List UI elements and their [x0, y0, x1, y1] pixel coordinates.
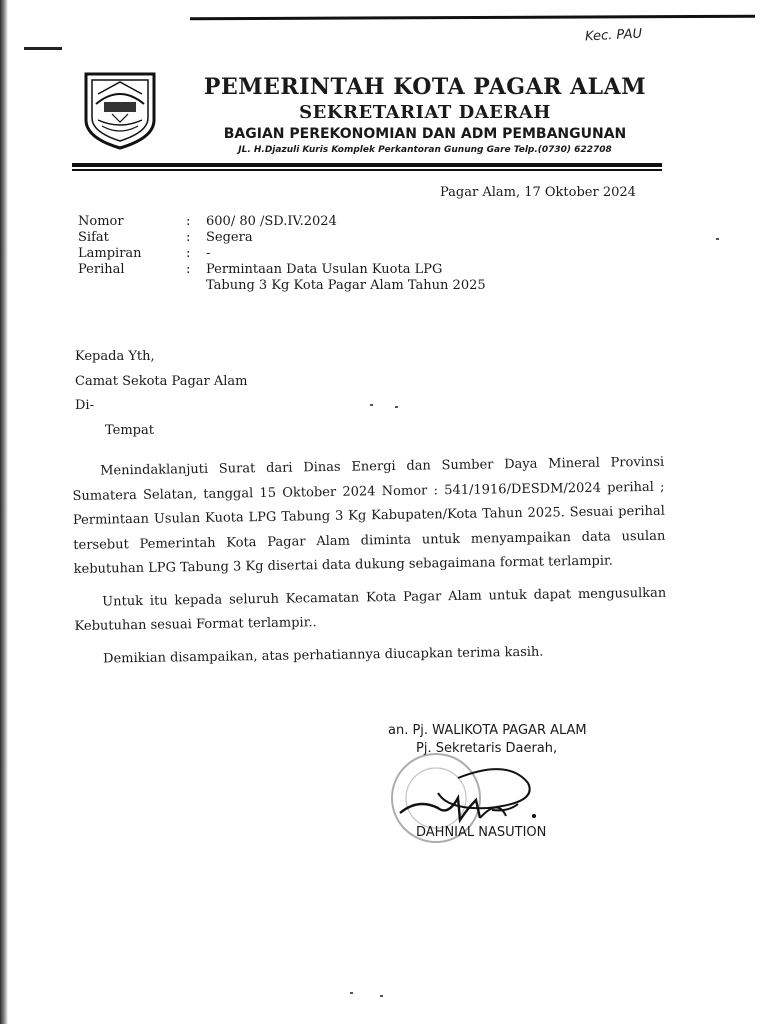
margin-mark — [24, 47, 62, 50]
addressee-place: Tempat — [105, 422, 154, 438]
letterhead — [180, 74, 670, 157]
meta-value: Segera — [206, 230, 253, 245]
meta-label: Nomor — [78, 214, 124, 229]
city-emblem-icon — [82, 70, 158, 150]
scan-speck — [395, 406, 398, 408]
meta-value: - — [206, 246, 211, 261]
official-stamp-and-signature-icon — [388, 738, 548, 858]
addressee-recipient: Camat Sekota Pagar Alam — [75, 373, 248, 389]
handwritten-note: Kec. PAU — [584, 26, 643, 45]
addressee-di: Di- — [75, 398, 94, 413]
meta-colon: : — [186, 230, 191, 245]
letterhead-rule — [72, 163, 662, 167]
meta-row-lampiran — [78, 246, 546, 262]
letterhead-government: PEMERINTAH KOTA PAGAR ALAM — [203, 74, 647, 100]
meta-label: Lampiran — [78, 246, 142, 261]
meta-row-perihal-cont — [78, 278, 546, 294]
meta-row-nomor — [78, 214, 546, 230]
meta-label: Perihal — [78, 262, 125, 277]
body-paragraph-3: Demikian disampaikan, atas perhatiannya diucapkan terima kasih. — [103, 644, 544, 667]
signature-title: Pj. Sekretaris Daerah, — [416, 741, 558, 756]
meta-colon: : — [186, 214, 191, 229]
scan-speck — [370, 404, 373, 406]
scan-edge-shadow — [0, 0, 8, 1024]
meta-value: 600/ 80 /SD.IV.2024 — [206, 214, 337, 229]
addressee-salutation: Kepada Yth, — [75, 349, 155, 364]
letter-body — [72, 451, 667, 680]
letterhead-office: SEKRETARIAT DAERAH — [299, 102, 551, 123]
body-paragraph-2: Untuk itu kepada seluruh Kecamatan Kota Pagar Alam untuk dapat mengusulkan Kebutuhan sesuai Format terlampir.. — [74, 585, 667, 634]
scan-speck — [380, 995, 383, 997]
scan-speck — [350, 992, 353, 994]
scan-top-line — [190, 15, 755, 20]
meta-value: Permintaan Data Usulan Kuota LPG — [206, 262, 443, 277]
meta-colon: : — [186, 262, 191, 277]
meta-label: Sifat — [78, 230, 109, 245]
letterhead-rule-thin — [72, 169, 662, 171]
scan-speck — [716, 238, 719, 240]
letter-meta — [78, 214, 546, 294]
letter-date: Pagar Alam, 17 Oktober 2024 — [440, 185, 636, 200]
addressee — [75, 345, 248, 443]
signature-on-behalf: an. Pj. WALIKOTA PAGAR ALAM — [388, 723, 587, 738]
letterhead-division: BAGIAN PEREKONOMIAN DAN ADM PEMBANGUNAN — [223, 126, 627, 142]
meta-row-sifat — [78, 230, 546, 246]
signer-name: DAHNIAL NASUTION — [416, 825, 547, 840]
meta-colon: : — [186, 246, 191, 261]
meta-row-perihal — [78, 262, 546, 278]
letterhead-address: JL. H.Djazuli Kuris Komplek Perkantoran Gunung Gare Telp.(0730) 622708 — [238, 145, 612, 155]
meta-value: Tabung 3 Kg Kota Pagar Alam Tahun 2025 — [206, 278, 486, 293]
body-paragraph-1: Menindaklanjuti Surat dari Dinas Energi dan Sumber Daya Mineral Provinsi Sumatera Selatan, tanggal 15 Oktober 2024 Nomor : 541/1916/DESDM/2024 perihal ; Permintaan Usulan Kuota LPG Tabung 3 Kg Kabupaten/Kota Tahun 2025. Sesuai perihal tersebut Pemerintah Kota Pagar Alam diminta untuk menyampaikan data usulan kebutuhan LPG Tabung 3 Kg disertai data dukung sebagaimana format terlampir. — [72, 454, 666, 577]
